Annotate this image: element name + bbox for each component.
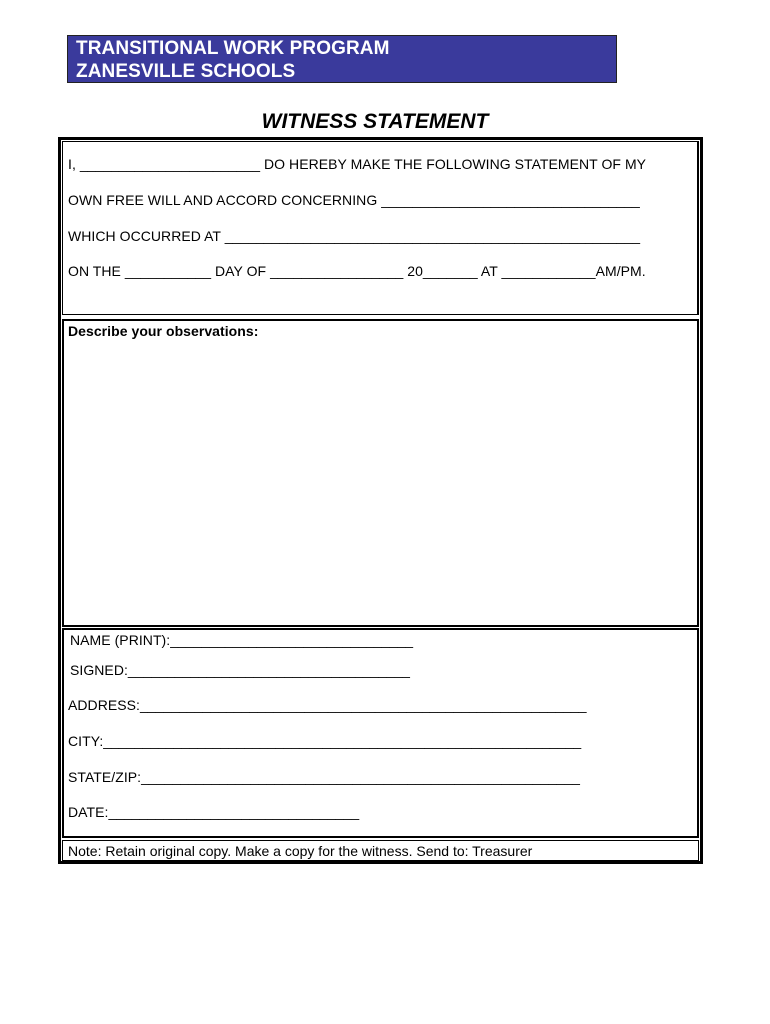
header-banner: [67, 35, 617, 83]
city-field[interactable]: CITY:_____________________________________________________________: [68, 733, 582, 749]
document-title: WITNESS STATEMENT: [261, 110, 489, 133]
name-print-field[interactable]: NAME (PRINT):_______________________________: [70, 632, 414, 648]
observations-label: Describe your observations:: [68, 323, 259, 339]
statement-line-1[interactable]: I, _______________________ DO HEREBY MAKE THE FOLLOWING STATEMENT OF MY: [68, 156, 647, 172]
state-zip-field[interactable]: STATE/ZIP:________________________________________________________: [68, 769, 580, 785]
school-name: ZANESVILLE SCHOOLS: [76, 61, 296, 82]
program-name: TRANSITIONAL WORK PROGRAM: [76, 38, 390, 59]
footer-note: Note: Retain original copy. Make a copy for the witness. Send to: Treasurer: [68, 843, 533, 859]
statement-line-4[interactable]: ON THE ___________ DAY OF _________________ 20_______ AT ____________AM/PM.: [68, 263, 646, 279]
observations-section[interactable]: [62, 319, 699, 627]
date-field[interactable]: DATE:________________________________: [68, 804, 360, 820]
address-field[interactable]: ADDRESS:_________________________________________________________: [68, 697, 587, 713]
statement-line-2[interactable]: OWN FREE WILL AND ACCORD CONCERNING _________________________________: [68, 192, 640, 208]
statement-line-3[interactable]: WHICH OCCURRED AT _____________________________________________________: [68, 228, 641, 244]
signed-field[interactable]: SIGNED:____________________________________: [70, 662, 411, 678]
